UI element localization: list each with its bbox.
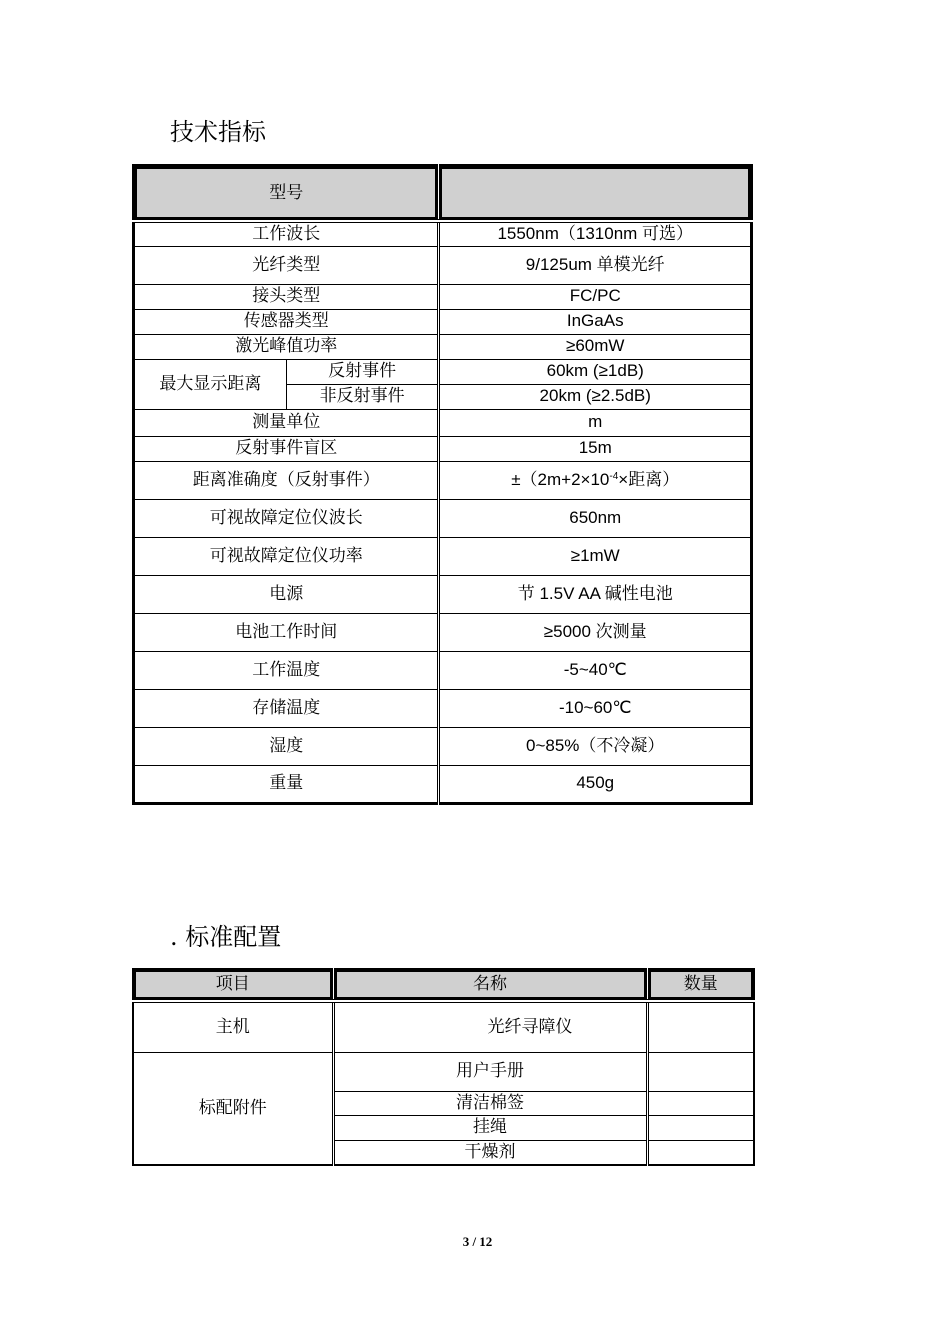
accuracy-exponent: -4 xyxy=(609,470,619,482)
config-item: 标配附件 xyxy=(133,1052,333,1165)
spec-label: 光纤类型 xyxy=(134,246,439,284)
config-name: 用户手册 xyxy=(333,1052,647,1091)
config-header-name: 名称 xyxy=(333,969,647,1001)
spec-label: 工作波长 xyxy=(134,221,439,246)
config-qty xyxy=(647,1052,754,1091)
spec-value: -5~40℃ xyxy=(439,651,752,689)
spec-label: 电池工作时间 xyxy=(134,613,439,651)
spec-label: 电源 xyxy=(134,575,439,613)
config-qty xyxy=(647,1115,754,1140)
spec-row xyxy=(134,575,752,613)
accuracy-suffix: ×距离） xyxy=(618,469,680,489)
spec-label: 接头类型 xyxy=(134,284,439,309)
section-title-config: . 标准配置 xyxy=(170,923,282,951)
spec-label: 测量单位 xyxy=(134,409,439,436)
spec-row xyxy=(134,334,752,359)
spec-row xyxy=(134,359,752,384)
spec-value: m xyxy=(439,409,752,436)
spec-value: 9/125um 单模光纤 xyxy=(439,246,752,284)
config-item: 主机 xyxy=(133,1001,333,1052)
spec-value: 节 1.5V AA 碱性电池 xyxy=(439,575,752,613)
config-row xyxy=(133,1052,754,1091)
spec-label: 可视故障定位仪功率 xyxy=(134,537,439,575)
spec-row xyxy=(134,651,752,689)
spec-label: 激光峰值功率 xyxy=(134,334,439,359)
spec-label: 工作温度 xyxy=(134,651,439,689)
spec-row xyxy=(134,221,752,246)
spec-row xyxy=(134,727,752,765)
config-header-qty: 数量 xyxy=(647,969,754,1001)
spec-header-row xyxy=(134,166,752,222)
config-qty xyxy=(647,1091,754,1115)
spec-value: ≥60mW xyxy=(439,334,752,359)
page-number: 3 / 12 xyxy=(462,1234,493,1249)
spec-label-max-range: 最大显示距离 xyxy=(134,359,287,409)
spec-label: 重量 xyxy=(134,765,439,803)
spec-row xyxy=(134,309,752,334)
model-label: 型号 xyxy=(134,166,439,222)
config-header-row xyxy=(133,969,754,1001)
spec-value: 60km (≥1dB) xyxy=(439,359,752,384)
spec-row xyxy=(134,246,752,284)
section-title-specs: 技术指标 xyxy=(170,118,266,146)
spec-value: FC/PC xyxy=(439,284,752,309)
spec-value: ≥1mW xyxy=(439,537,752,575)
config-name: 干燥剂 xyxy=(333,1140,647,1165)
config-name: 清洁棉签 xyxy=(333,1091,647,1115)
spec-label: 距离准确度（反射事件） xyxy=(134,461,439,499)
spec-value: InGaAs xyxy=(439,309,752,334)
spec-row xyxy=(134,765,752,803)
spec-value: ≥5000 次测量 xyxy=(439,613,752,651)
spec-row xyxy=(134,461,752,499)
spec-value: 0~85%（不冷凝） xyxy=(439,727,752,765)
spec-label: 传感器类型 xyxy=(134,309,439,334)
spec-value: -10~60℃ xyxy=(439,689,752,727)
spec-value: 650nm xyxy=(439,499,752,537)
spec-table xyxy=(132,164,753,805)
model-value xyxy=(439,166,752,222)
spec-label: 湿度 xyxy=(134,727,439,765)
spec-row xyxy=(134,284,752,309)
config-row xyxy=(133,1001,754,1052)
accuracy-prefix: ±（2m+2×10 xyxy=(511,469,610,489)
spec-sublabel: 反射事件 xyxy=(286,359,439,384)
config-qty xyxy=(647,1140,754,1165)
spec-sublabel: 非反射事件 xyxy=(286,384,439,409)
spec-value: 15m xyxy=(439,436,752,461)
spec-row xyxy=(134,499,752,537)
spec-value: 450g xyxy=(439,765,752,803)
spec-row xyxy=(134,613,752,651)
spec-row xyxy=(134,436,752,461)
spec-value xyxy=(439,461,752,499)
spec-row xyxy=(134,537,752,575)
config-qty xyxy=(647,1001,754,1052)
spec-label: 可视故障定位仪波长 xyxy=(134,499,439,537)
spec-value: 20km (≥2.5dB) xyxy=(439,384,752,409)
spec-row xyxy=(134,689,752,727)
config-name: 光纤寻障仪 xyxy=(333,1001,647,1052)
config-name: 挂绳 xyxy=(333,1115,647,1140)
spec-value: 1550nm（1310nm 可选） xyxy=(439,221,752,246)
config-header-item: 项目 xyxy=(133,969,333,1001)
spec-label: 反射事件盲区 xyxy=(134,436,439,461)
config-table xyxy=(132,968,755,1166)
spec-row xyxy=(134,409,752,436)
spec-label: 存储温度 xyxy=(134,689,439,727)
